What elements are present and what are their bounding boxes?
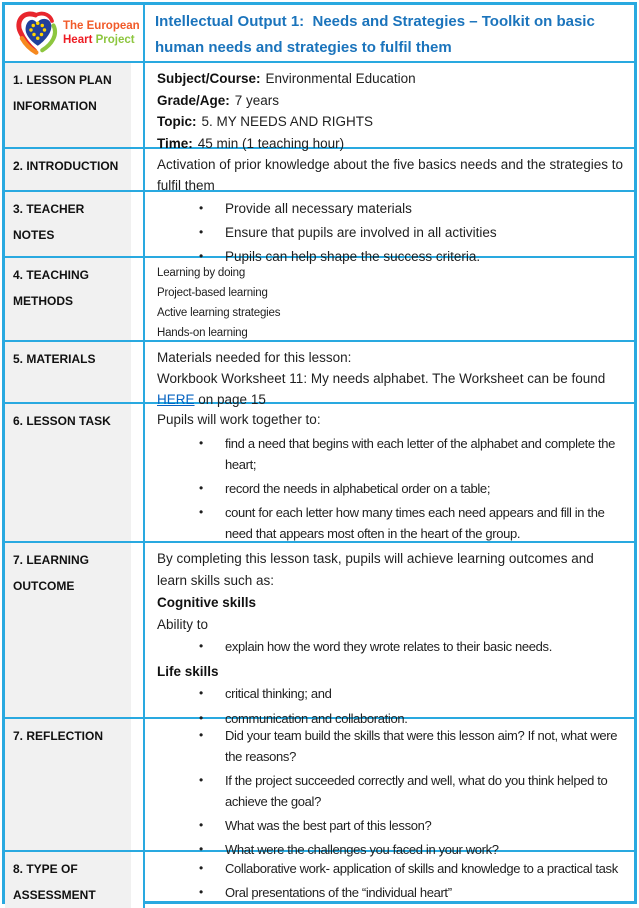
list-item: • If the project succeeded correctly and well, what do you think helped to achieve the goal?	[157, 770, 624, 812]
field-topic: Topic: 5. MY NEEDS AND RIGHTS	[157, 114, 374, 129]
row-label: 2. INTRODUCTION	[5, 149, 131, 190]
list-item: • communication and collaboration.	[157, 708, 624, 730]
lesson-plan-table	[2, 2, 637, 904]
bullet-icon: •	[199, 249, 204, 263]
row-label: 4. TEACHING METHODS	[5, 258, 131, 340]
row-teaching-methods	[5, 258, 634, 342]
row-label: 7. REFLECTION	[5, 719, 131, 850]
blue-colon: :	[225, 92, 230, 108]
method-line: Active learning strategies	[157, 307, 281, 319]
logo-line2: Heart Project	[63, 34, 135, 46]
list-item: • What was the best part of this lesson?	[157, 815, 624, 836]
list-item: • What were the challenges you faced in your work?	[157, 839, 624, 860]
ability-to-text: Ability to	[157, 617, 209, 632]
row-content	[145, 258, 634, 340]
bullet-icon: •	[199, 773, 204, 787]
row-label-cell	[5, 342, 145, 402]
introduction-text: Activation of prior knowledge about the five basics needs and the strategies to fulfil them	[157, 157, 624, 193]
method-line: Learning by doing	[157, 267, 246, 279]
heart-project-logo-icon	[13, 9, 61, 57]
logo-cell	[5, 5, 145, 61]
list-item: • count for each letter how many times each need appears and fill in the need that appears most often in the heart of the group.	[157, 502, 624, 544]
row-content	[145, 404, 634, 541]
row-content	[145, 543, 634, 726]
bullet-icon: •	[199, 481, 204, 495]
row-learning-outcome	[5, 543, 634, 726]
list-item: • Collaborative work- application of skills and knowledge to a practical task	[157, 858, 624, 879]
bullet-icon: •	[199, 711, 204, 725]
list-item: • explain how the word they wrote relates to their basic needs.	[157, 636, 624, 658]
row-label: 5. MATERIALS	[5, 342, 131, 402]
list-item: • Ensure that pupils are involved in all activities	[157, 222, 624, 243]
bullet-icon: •	[199, 436, 204, 450]
method-line: Hands-on learning	[157, 327, 248, 339]
life-skills-heading: Life skills	[157, 664, 219, 679]
materials-line2: Workbook Worksheet 11: My needs alphabet. The Worksheet can be found HERE on page 15	[157, 371, 606, 407]
row-materials	[5, 342, 634, 407]
document-title-cell	[145, 5, 634, 61]
list-item: • Provide all necessary materials	[157, 198, 624, 219]
bullet-icon: •	[199, 842, 204, 856]
bullet-icon: •	[199, 225, 204, 239]
row-lesson-task	[5, 404, 634, 543]
row-label-cell	[5, 192, 145, 256]
bullet-icon: •	[199, 818, 204, 832]
bullet-icon: •	[199, 885, 204, 899]
row-label-cell	[5, 63, 145, 147]
row-content	[145, 63, 634, 151]
bullet-icon: •	[199, 728, 204, 742]
row-label-cell	[5, 852, 145, 908]
row-label: 1. LESSON PLAN INFORMATION	[5, 63, 131, 147]
row-content	[145, 852, 634, 908]
bullet-icon: •	[199, 201, 204, 215]
row-label: 6. LESSON TASK	[5, 404, 131, 541]
list-item: • record the needs in alphabetical order on a table;	[157, 478, 624, 499]
document-title-line1: Intellectual Output 1: Needs and Strategies – Toolkit on basic	[155, 13, 595, 30]
bullet-icon: •	[199, 861, 204, 875]
row-type-of-assessment	[5, 852, 634, 908]
header-row	[5, 5, 634, 63]
row-content	[145, 192, 634, 264]
lesson-task-intro: Pupils will work together to:	[157, 412, 321, 427]
row-label-cell	[5, 149, 145, 190]
row-content	[145, 719, 634, 857]
list-item: • critical thinking; and	[157, 683, 624, 705]
bullet-icon: •	[199, 686, 204, 700]
row-reflection	[5, 719, 634, 857]
field-time: Time: 45 min (1 teaching hour)	[157, 135, 345, 151]
logo-wordmark	[63, 19, 140, 47]
row-label-cell	[5, 404, 145, 541]
row-label: 7. LEARNING OUTCOME	[5, 543, 131, 717]
list-item: • find a need that begins with each letter of the alphabet and complete the heart;	[157, 433, 624, 475]
row-lesson-plan-information	[5, 63, 634, 149]
field-grade-age: Grade/Age: 7 years	[157, 92, 280, 108]
row-label-cell	[5, 258, 145, 340]
learning-outcome-intro: By completing this lesson task, pupils will achieve learning outcomes and learn skills such as:	[157, 551, 594, 588]
list-item: • Pupils can help shape the success criteria.	[157, 246, 624, 267]
bullet-icon: •	[199, 505, 204, 519]
row-label: 8. TYPE OF ASSESSMENT	[5, 852, 131, 908]
method-line: Project-based learning	[157, 287, 268, 299]
row-label-cell	[5, 543, 145, 717]
row-content	[145, 342, 634, 407]
materials-line1: Materials needed for this lesson:	[157, 350, 352, 365]
logo-line1: The European	[63, 20, 140, 32]
worksheet-here-link[interactable]: HERE	[157, 392, 195, 407]
row-content	[145, 149, 634, 193]
field-subject: Subject/Course: Environmental Education	[157, 71, 416, 86]
row-introduction	[5, 149, 634, 192]
list-item: • Oral presentations of the “individual heart”	[157, 882, 624, 903]
bullet-icon: •	[199, 639, 204, 653]
cognitive-skills-heading: Cognitive skills	[157, 595, 257, 610]
row-label-cell	[5, 719, 145, 850]
document-title-line2: human needs and strategies to fulfil them	[155, 39, 452, 56]
row-teacher-notes	[5, 192, 634, 264]
row-label: 3. TEACHER NOTES	[5, 192, 131, 256]
list-item: • Did your team build the skills that were this lesson aim? If not, what were the reasons?	[157, 725, 624, 767]
